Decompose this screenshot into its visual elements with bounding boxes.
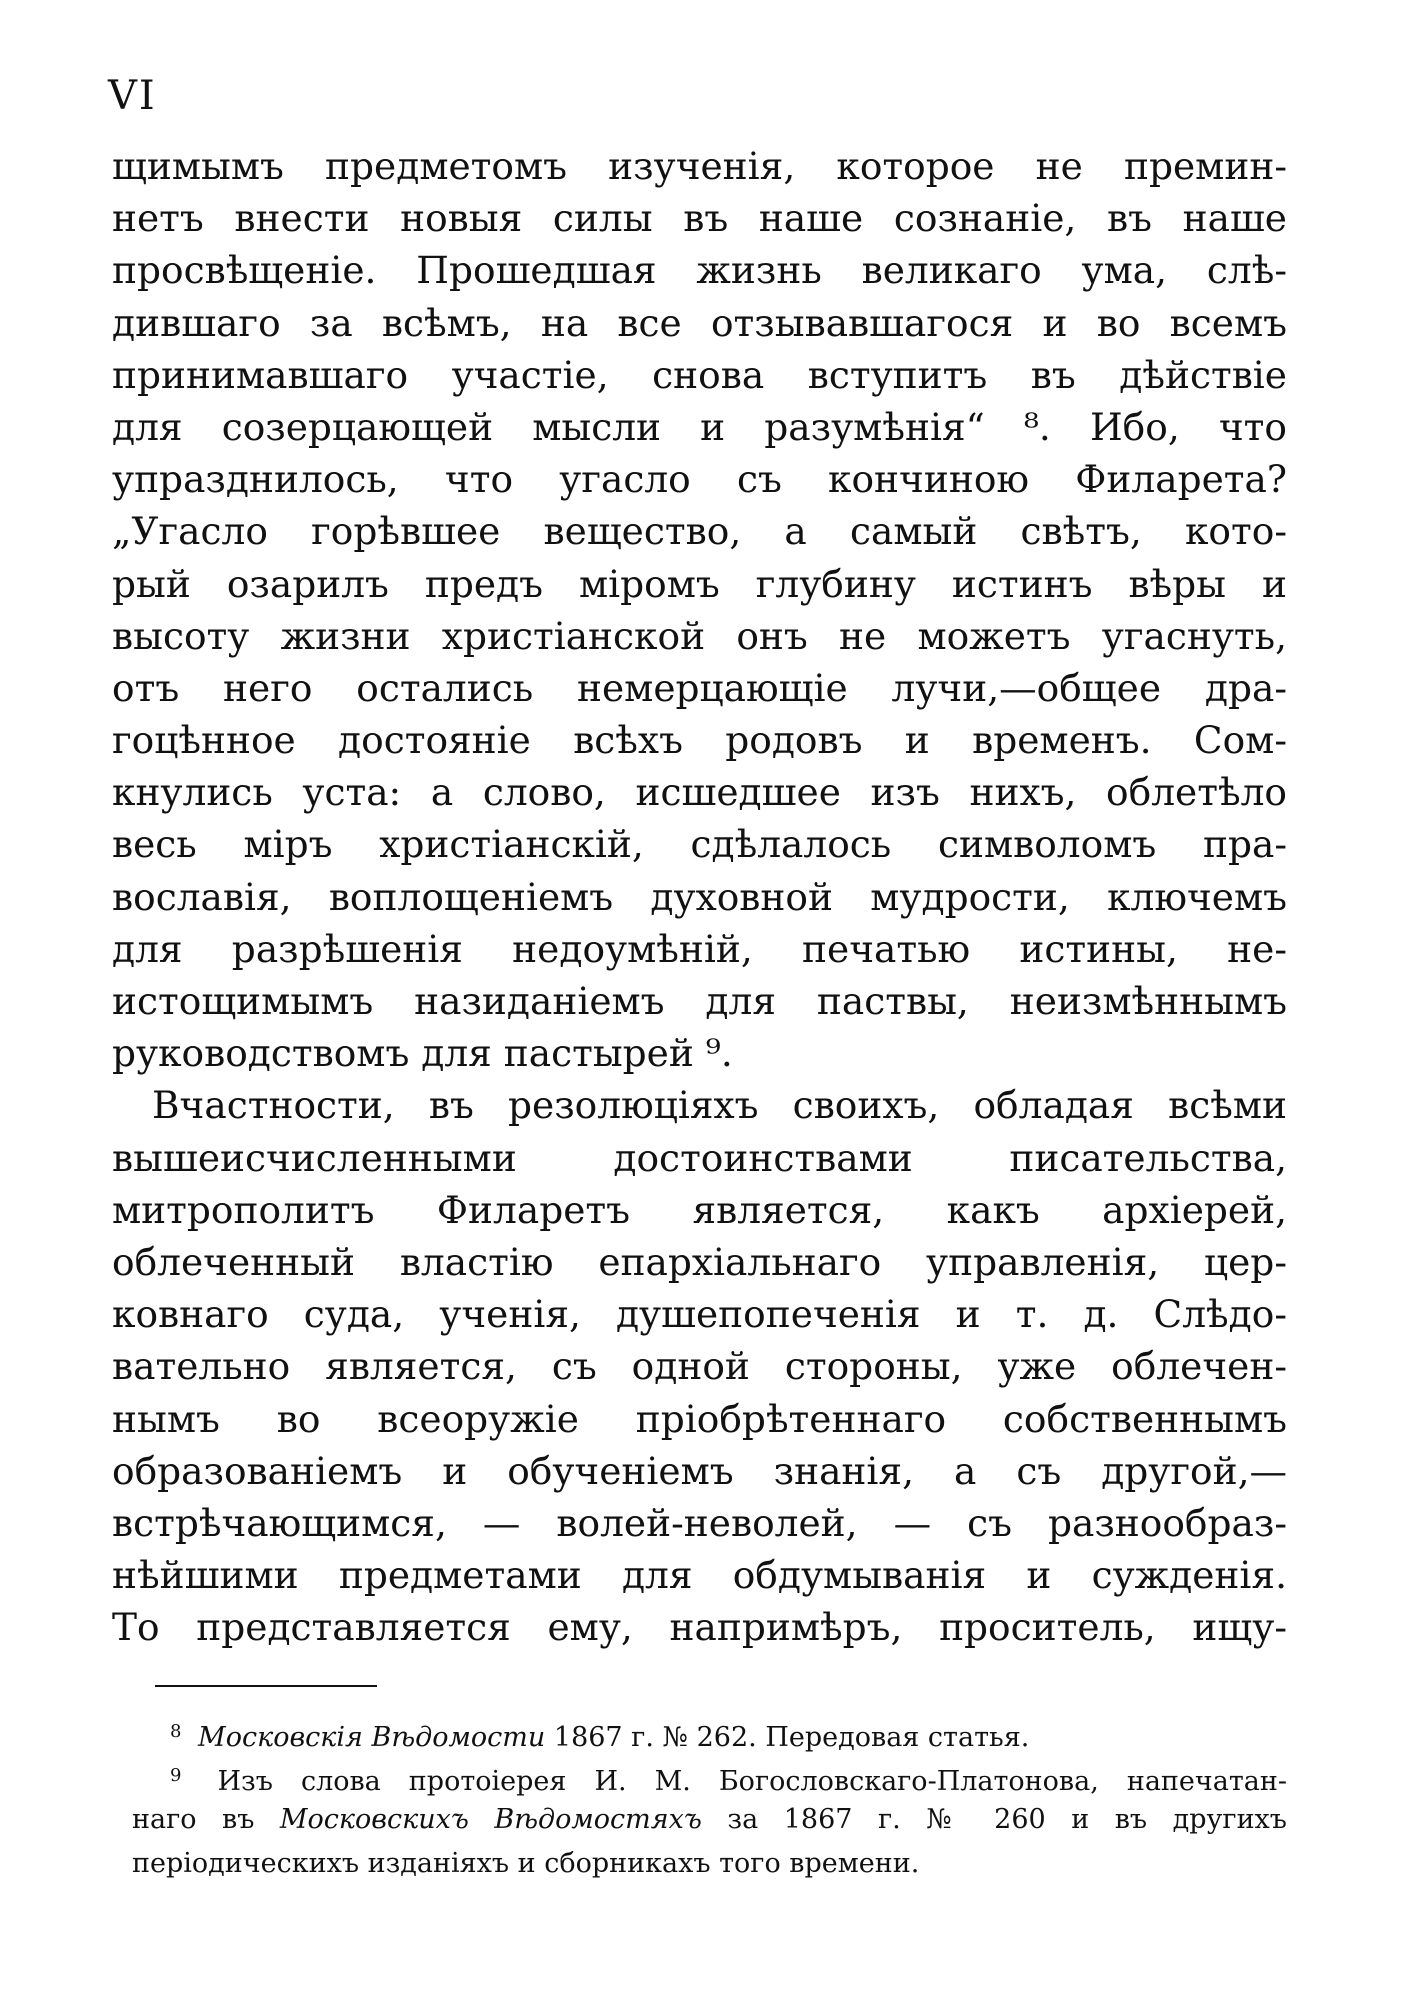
text-line: облеченный властію епархіальнаго управленія, цер- <box>112 1239 1287 1284</box>
text-line: весь міръ христіанскій, сдѣлалось символомъ пра- <box>112 822 1287 867</box>
text-line: принимавшаго участіе, снова вступитъ въ дѣйствіе <box>112 352 1287 397</box>
footnotes <box>132 1710 1287 1886</box>
text-line: высоту жизни христіанской онъ не можетъ угаснуть, <box>112 613 1287 658</box>
footnote-9-continued <box>132 1798 1287 1842</box>
text-line: руководствомъ для пастырей ⁹. <box>112 1031 733 1076</box>
text-line: нымъ во всеоружіе пріобрѣтеннаго собственнымъ <box>112 1396 1287 1441</box>
text-line: щимымъ предметомъ изученія, которое не премин- <box>112 144 1287 188</box>
footnote-marker: 9 <box>170 1765 182 1786</box>
text-line: упразднилось, что угасло съ кончиною Филарета? <box>112 457 1287 502</box>
footnote-text: 1867 г. № 262. Передовая статья. <box>553 1722 1030 1753</box>
footnote-text: наго въ <box>132 1804 255 1835</box>
text-line: для разрѣшенія недоумѣній, печатью истины, не- <box>112 926 1287 971</box>
footnote-9-continued: періодическихъ изданіяхъ и сборникахъ того времени. <box>132 1848 920 1879</box>
footnote-source-title: Московскихъ Вѣдомостяхъ <box>279 1804 702 1835</box>
footnote-text: Изъ слова протоіерея И. М. Богословскаго-Платонова, напечатан- <box>217 1766 1287 1797</box>
text-line: ковнаго суда, ученія, душепопеченія и т. д. Слѣдо- <box>112 1292 1287 1337</box>
text-line: „Угасло горѣвшее вещество, а самый свѣтъ, кото- <box>112 509 1287 554</box>
text-line: вышеисчисленными достоинствами писательства, <box>112 1135 1287 1180</box>
footnote-text: за 1867 г. № 260 и въ другихъ <box>727 1804 1287 1835</box>
text-line: кнулись уста: а слово, исшедшее изъ нихъ, облетѣло <box>112 770 1287 815</box>
footnote-marker: 8 <box>170 1721 182 1742</box>
text-line: дившаго за всѣмъ, на все отзывавшагося и во всемъ <box>112 300 1287 345</box>
footnote-9 <box>132 1754 1287 1798</box>
footnote-divider <box>155 1685 377 1687</box>
text-line: То представляется ему, напримѣръ, проситель, ищу- <box>112 1605 1287 1650</box>
footnote-8 <box>132 1710 1287 1754</box>
text-line: истощимымъ назиданіемъ для паствы, неизмѣннымъ <box>112 979 1287 1023</box>
text-line: встрѣчающимся, — волей-неволей, — съ разнообраз- <box>112 1500 1287 1545</box>
text-line: нетъ внести новыя силы въ наше сознаніе, въ наше <box>112 196 1287 241</box>
text-line: вославія, воплощеніемъ духовной мудрости, ключемъ <box>112 874 1287 919</box>
page-number: VI <box>108 73 157 119</box>
text-line: для созерцающей мысли и разумѣнія“ ⁸. Ибо, что <box>112 404 1287 449</box>
paragraph-start-line: Вчастности, въ резолюціяхъ своихъ, обладая всѣми <box>152 1083 1287 1128</box>
text-line: отъ него остались немерцающіе лучи,—общее дра- <box>112 665 1287 710</box>
text-line: просвѣщеніе. Прошедшая жизнь великаго ума, слѣ- <box>112 248 1287 293</box>
text-line: митрополитъ Филаретъ является, какъ архіерей, <box>112 1187 1287 1232</box>
body-text <box>112 140 1287 1653</box>
footnote-source-title: Московскія Вѣдомости <box>198 1722 546 1753</box>
text-line: вательно является, съ одной стороны, уже облечен- <box>112 1344 1287 1389</box>
text-line: гоцѣнное достояніе всѣхъ родовъ и временъ. Сом- <box>112 718 1287 763</box>
text-line: нѣйшими предметами для обдумыванія и сужденія. <box>112 1553 1287 1598</box>
text-line: рый озарилъ предъ міромъ глубину истинъ вѣры и <box>112 561 1287 606</box>
text-line: образованіемъ и обученіемъ знанія, а съ другой,— <box>112 1448 1287 1493</box>
